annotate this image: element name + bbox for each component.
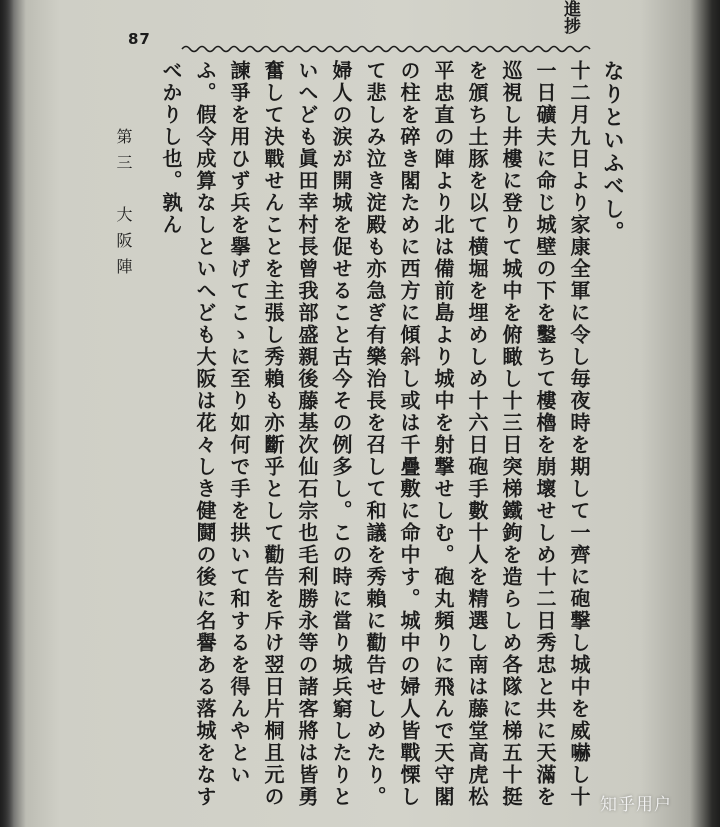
page-number: 87 xyxy=(128,30,151,48)
watermark-text: 知乎用户 xyxy=(600,795,672,815)
body-text xyxy=(159,60,630,810)
book-spine-shadow xyxy=(0,0,14,827)
running-header: 進捗 xyxy=(560,0,580,34)
header-wavy-rule xyxy=(182,44,590,54)
paragraph-2: 十二月九日より家康全軍に令し毎夜時を期して一齊に砲撃し城中を威嚇し十一日礦夫に命じ城壁の下を鑿ちて樓櫓を崩壞せしめ十二日秀忠と共に天滿を巡視し井樓に登りて城中を俯瞰し十三日突梯鐵鉤を造らしめ各隊に梯五十挺を頒ち土豚を以て横堀を埋めしめ十六日砲手數十人を精選し南は藤堂高虎松平忠直の陣より北は備前島より城中を射撃せしむ。砲丸頻りに飛んで天守閣の柱を碎き閣ために西方に傾斜し或は千疊敷に命中す。城中の婦人皆戰慄して悲しみ泣き淀殿も亦急ぎ有樂治長を召して和議を秀賴に勸告せしめたり。婦人の涙が開城を促せること古今その例多し。この時に當り城兵窮したりといへども眞田幸村長曾我部盛親後藤基次仙石宗也毛利勝永等の諸客將は皆勇奮して決戰せんことを主張し秀賴も亦斷乎として勸告を斥け翌日片桐且元の諫爭を用ひず兵を擧げてこゝに至り如何で手を拱いて和するを得んやといふ。假令成算なしといへども大阪は花々しき健鬪の後に名譽ある落城をなすべかりし也。孰ん xyxy=(159,60,591,808)
paragraph-1: なりといふべし。 xyxy=(601,60,626,244)
chapter-title: 第三 大阪陣 xyxy=(114,128,133,284)
